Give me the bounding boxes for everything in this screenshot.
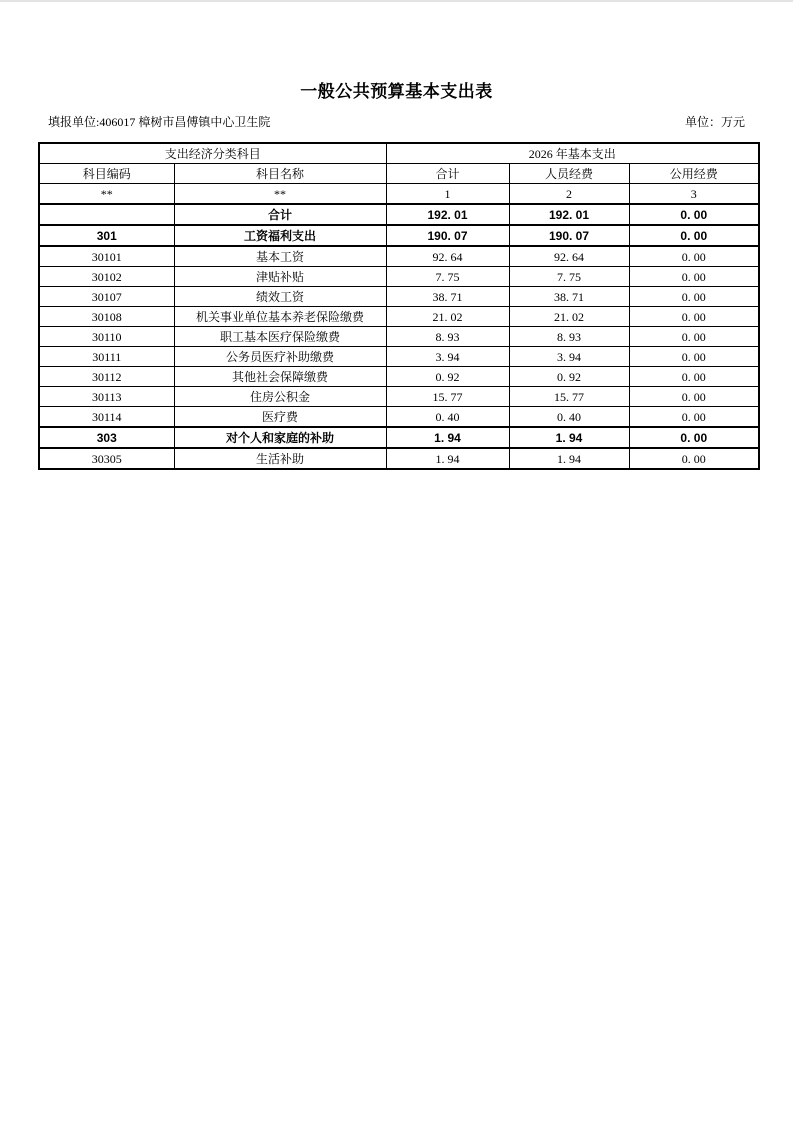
cell-code: 30305 xyxy=(39,448,174,469)
cell-personnel: 38. 71 xyxy=(509,287,629,307)
cell-public: 0. 00 xyxy=(629,387,759,407)
cell-personnel: 0. 92 xyxy=(509,367,629,387)
cell-total: 8. 93 xyxy=(386,327,509,347)
cell-public: 0. 00 xyxy=(629,367,759,387)
unit-label: 单位：万元 xyxy=(684,115,745,129)
table-row xyxy=(39,204,759,225)
cell-personnel: 3. 94 xyxy=(509,347,629,367)
cell-public: 0. 00 xyxy=(629,448,759,469)
column-index-row xyxy=(39,184,759,205)
table-row xyxy=(39,246,759,267)
table-row xyxy=(39,427,759,448)
cell-code: 30113 xyxy=(39,387,174,407)
cell-code: 30102 xyxy=(39,267,174,287)
table-row xyxy=(39,307,759,327)
cell-public: 0. 00 xyxy=(629,307,759,327)
cell-name: 基本工资 xyxy=(174,246,386,267)
col-index-name: ** xyxy=(174,184,386,205)
cell-code: 30111 xyxy=(39,347,174,367)
cell-public: 0. 00 xyxy=(629,204,759,225)
table-row xyxy=(39,367,759,387)
cell-total: 38. 71 xyxy=(386,287,509,307)
cell-total: 1. 94 xyxy=(386,448,509,469)
cell-code: 301 xyxy=(39,225,174,246)
cell-public: 0. 00 xyxy=(629,287,759,307)
group-header-right: 2026 年基本支出 xyxy=(386,143,759,164)
cell-total: 3. 94 xyxy=(386,347,509,367)
table-row xyxy=(39,327,759,347)
cell-total: 0. 92 xyxy=(386,367,509,387)
table-row xyxy=(39,225,759,246)
cell-total: 7. 75 xyxy=(386,267,509,287)
cell-personnel: 190. 07 xyxy=(509,225,629,246)
cell-personnel: 1. 94 xyxy=(509,448,629,469)
cell-personnel: 21. 02 xyxy=(509,307,629,327)
col-index-total: 1 xyxy=(386,184,509,205)
info-row xyxy=(48,113,745,130)
col-index-personnel: 2 xyxy=(509,184,629,205)
cell-public: 0. 00 xyxy=(629,327,759,347)
col-header-personnel: 人员经费 xyxy=(509,164,629,184)
cell-code xyxy=(39,204,174,225)
table-row xyxy=(39,448,759,469)
cell-code: 30114 xyxy=(39,407,174,428)
col-header-public: 公用经费 xyxy=(629,164,759,184)
table-row xyxy=(39,347,759,367)
cell-name: 住房公积金 xyxy=(174,387,386,407)
table-row xyxy=(39,267,759,287)
cell-name: 合计 xyxy=(174,204,386,225)
page-title: 一般公共预算基本支出表 xyxy=(300,82,493,101)
cell-code: 30101 xyxy=(39,246,174,267)
cell-public: 0. 00 xyxy=(629,407,759,428)
col-index-public: 3 xyxy=(629,184,759,205)
cell-name: 工资福利支出 xyxy=(174,225,386,246)
col-header-name: 科目名称 xyxy=(174,164,386,184)
table-row xyxy=(39,407,759,428)
cell-name: 职工基本医疗保险缴费 xyxy=(174,327,386,347)
cell-code: 303 xyxy=(39,427,174,448)
table-row xyxy=(39,387,759,407)
cell-total: 15. 77 xyxy=(386,387,509,407)
cell-name: 公务员医疗补助缴费 xyxy=(174,347,386,367)
cell-name: 医疗费 xyxy=(174,407,386,428)
cell-code: 30112 xyxy=(39,367,174,387)
cell-public: 0. 00 xyxy=(629,246,759,267)
cell-total: 0. 40 xyxy=(386,407,509,428)
cell-code: 30108 xyxy=(39,307,174,327)
group-header-row xyxy=(39,143,759,164)
cell-personnel: 1. 94 xyxy=(509,427,629,448)
cell-personnel: 15. 77 xyxy=(509,387,629,407)
table-body xyxy=(39,204,759,469)
cell-personnel: 8. 93 xyxy=(509,327,629,347)
col-header-total: 合计 xyxy=(386,164,509,184)
cell-personnel: 0. 40 xyxy=(509,407,629,428)
cell-personnel: 7. 75 xyxy=(509,267,629,287)
column-header-row xyxy=(39,164,759,184)
filing-unit-label: 填报单位:406017 樟树市昌傅镇中心卫生院 xyxy=(48,115,271,129)
cell-code: 30107 xyxy=(39,287,174,307)
cell-name: 其他社会保障缴费 xyxy=(174,367,386,387)
cell-personnel: 192. 01 xyxy=(509,204,629,225)
cell-total: 192. 01 xyxy=(386,204,509,225)
budget-table xyxy=(38,142,760,470)
cell-code: 30110 xyxy=(39,327,174,347)
cell-public: 0. 00 xyxy=(629,427,759,448)
cell-personnel: 92. 64 xyxy=(509,246,629,267)
cell-total: 21. 02 xyxy=(386,307,509,327)
table-row xyxy=(39,287,759,307)
cell-public: 0. 00 xyxy=(629,267,759,287)
cell-total: 190. 07 xyxy=(386,225,509,246)
cell-name: 津贴补贴 xyxy=(174,267,386,287)
col-header-code: 科目编码 xyxy=(39,164,174,184)
cell-name: 对个人和家庭的补助 xyxy=(174,427,386,448)
col-index-code: ** xyxy=(39,184,174,205)
cell-public: 0. 00 xyxy=(629,225,759,246)
cell-name: 机关事业单位基本养老保险缴费 xyxy=(174,307,386,327)
cell-total: 1. 94 xyxy=(386,427,509,448)
page-top-edge xyxy=(0,0,793,2)
cell-name: 生活补助 xyxy=(174,448,386,469)
cell-total: 92. 64 xyxy=(386,246,509,267)
cell-name: 绩效工资 xyxy=(174,287,386,307)
cell-public: 0. 00 xyxy=(629,347,759,367)
group-header-left: 支出经济分类科目 xyxy=(39,143,386,164)
